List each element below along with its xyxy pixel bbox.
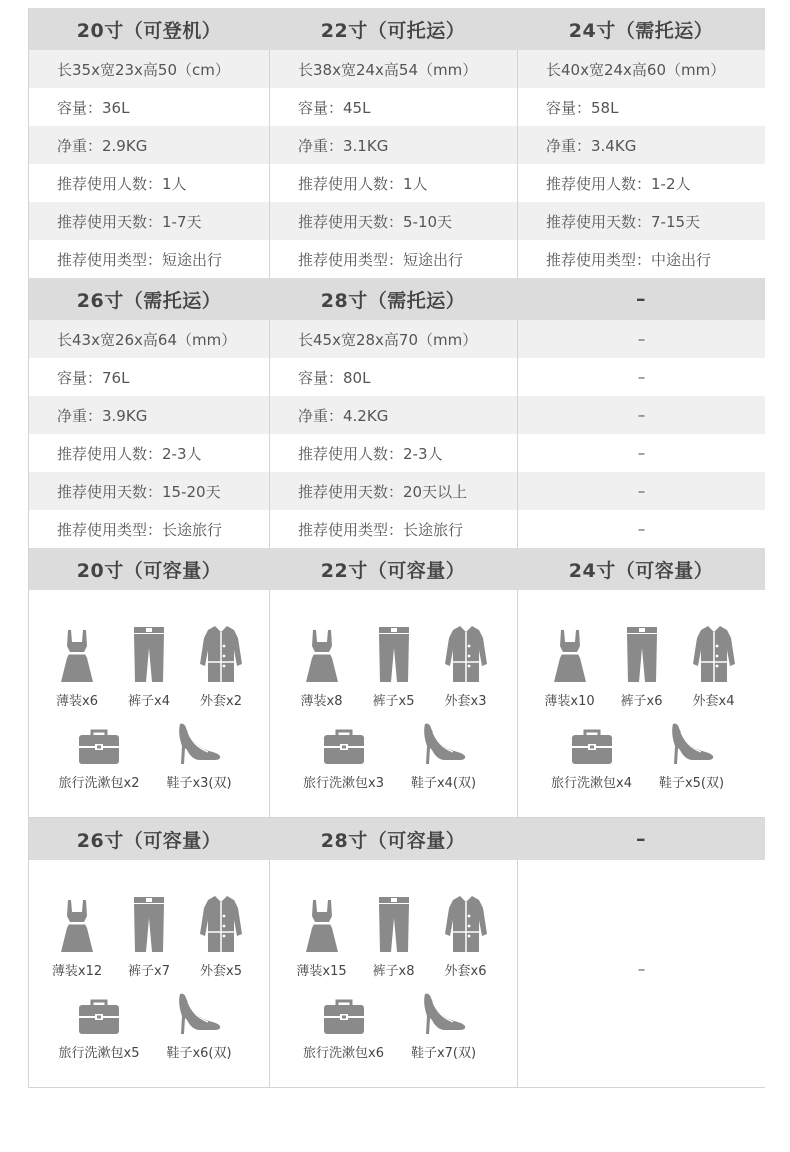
capacity-item <box>430 894 502 979</box>
spec-row <box>29 320 763 358</box>
high-heel-icon <box>669 722 715 766</box>
spec-cell: 推荐使用人数：2-3人 <box>269 434 517 472</box>
spec-row <box>29 240 763 278</box>
capacity-cell <box>29 860 269 1088</box>
dress-icon <box>302 624 342 684</box>
capacity-label: 外套x5 <box>200 964 242 979</box>
capacity-label: 旅行洗漱包x4 <box>551 776 632 791</box>
coat-icon <box>198 624 244 684</box>
high-heel-icon <box>176 722 222 766</box>
spec-cell: 长43x宽26x高64（mm） <box>29 320 269 358</box>
spec-cell: 净重：3.4KG <box>517 126 765 164</box>
capacity-item <box>542 722 642 791</box>
capacity-item <box>642 722 742 791</box>
spec-cell: 推荐使用天数：20天以上 <box>269 472 517 510</box>
dress-icon <box>57 894 97 954</box>
spec-header-1: 20寸（可登机） <box>29 8 269 50</box>
capacity-header-2: 28寸（可容量） <box>269 818 517 860</box>
spec-row <box>29 396 763 434</box>
spec-cell: 净重：3.9KG <box>29 396 269 434</box>
spec-cell: 长38x宽24x高54（mm） <box>269 50 517 88</box>
capacity-item <box>534 624 606 709</box>
spec-cell: 推荐使用天数：5-10天 <box>269 202 517 240</box>
spec-row <box>29 472 763 510</box>
spec-cell: 长45x宽28x高70（mm） <box>269 320 517 358</box>
spec-block-2 <box>28 278 764 548</box>
capacity-label: 裤子x6 <box>620 694 663 709</box>
capacity-label: 薄装x6 <box>56 694 98 709</box>
empty-cell: – <box>517 396 765 434</box>
spec-cell: 推荐使用类型：长途旅行 <box>269 510 517 548</box>
capacity-label: 裤子x8 <box>372 964 415 979</box>
dress-icon <box>302 894 342 954</box>
spec-row <box>29 126 763 164</box>
capacity-item <box>294 992 394 1061</box>
empty-cell: – <box>637 960 646 978</box>
spec-cell: 长35x宽23x高50（cm） <box>29 50 269 88</box>
capacity-item <box>358 624 430 709</box>
capacity-item <box>149 992 249 1061</box>
capacity-cell <box>517 590 765 818</box>
capacity-item <box>394 992 494 1061</box>
toiletry-bag-icon <box>77 722 121 766</box>
spec-header-3: 24寸（需托运） <box>517 8 765 50</box>
capacity-item <box>49 722 149 791</box>
spec-row <box>29 164 763 202</box>
spec-cell: 推荐使用类型：短途出行 <box>29 240 269 278</box>
capacity-item <box>149 722 249 791</box>
capacity-label: 旅行洗漱包x6 <box>303 1046 384 1061</box>
capacity-label: 薄装x8 <box>300 694 343 709</box>
empty-cell: – <box>517 472 765 510</box>
capacity-cell <box>517 860 765 1088</box>
luggage-spec-table <box>28 8 764 1088</box>
capacity-block-1 <box>28 548 764 818</box>
capacity-label: 裤子x5 <box>372 694 415 709</box>
capacity-header-1: 26寸（可容量） <box>29 818 269 860</box>
capacity-label: 薄装x12 <box>51 964 103 979</box>
toiletry-bag-icon <box>322 722 366 766</box>
coat-icon <box>198 894 244 954</box>
empty-cell: – <box>517 434 765 472</box>
spec-header-2: 28寸（需托运） <box>269 278 517 320</box>
coat-icon <box>443 624 489 684</box>
capacity-header-2: 22寸（可容量） <box>269 548 517 590</box>
pants-icon <box>131 624 167 684</box>
spec-header-3: – <box>517 278 765 320</box>
dress-icon <box>550 624 590 684</box>
spec-row <box>29 88 763 126</box>
spec-cell: 净重：4.2KG <box>269 396 517 434</box>
spec-header-2: 22寸（可托运） <box>269 8 517 50</box>
spec-row <box>29 510 763 548</box>
capacity-label: 外套x4 <box>692 694 735 709</box>
capacity-label: 旅行洗漱包x2 <box>58 776 140 791</box>
capacity-label: 鞋子x3(双) <box>166 776 232 791</box>
capacity-label: 外套x3 <box>444 694 487 709</box>
spec-row <box>29 202 763 240</box>
dress-icon <box>57 624 97 684</box>
spec-cell: 推荐使用人数：1人 <box>29 164 269 202</box>
capacity-header-1: 20寸（可容量） <box>29 548 269 590</box>
empty-cell: – <box>517 320 765 358</box>
spec-cell: 推荐使用人数：2-3人 <box>29 434 269 472</box>
spec-cell: 推荐使用天数：15-20天 <box>29 472 269 510</box>
capacity-label: 外套x2 <box>200 694 242 709</box>
spec-cell: 推荐使用类型：长途旅行 <box>29 510 269 548</box>
spec-cell: 推荐使用类型：短途出行 <box>269 240 517 278</box>
capacity-item <box>49 992 149 1061</box>
capacity-item <box>41 894 113 979</box>
capacity-label: 薄装x15 <box>296 964 347 979</box>
capacity-item <box>286 624 358 709</box>
capacity-cell <box>29 590 269 818</box>
spec-cell: 容量：58L <box>517 88 765 126</box>
spec-row <box>29 358 763 396</box>
capacity-item <box>606 624 678 709</box>
pants-icon <box>376 894 412 954</box>
capacity-label: 裤子x4 <box>128 694 170 709</box>
toiletry-bag-icon <box>77 992 121 1036</box>
pants-icon <box>131 894 167 954</box>
capacity-label: 鞋子x5(双) <box>658 776 725 791</box>
capacity-header-3: – <box>517 818 765 860</box>
capacity-item <box>678 624 750 709</box>
capacity-item <box>358 894 430 979</box>
spec-block-1 <box>28 8 764 278</box>
spec-cell: 容量：36L <box>29 88 269 126</box>
capacity-item <box>286 894 358 979</box>
spec-cell: 净重：3.1KG <box>269 126 517 164</box>
coat-icon <box>691 624 737 684</box>
spec-cell: 净重：2.9KG <box>29 126 269 164</box>
coat-icon <box>443 894 489 954</box>
high-heel-icon <box>176 992 222 1036</box>
spec-cell: 容量：80L <box>269 358 517 396</box>
capacity-item <box>113 624 185 709</box>
spec-cell: 推荐使用人数：1人 <box>269 164 517 202</box>
capacity-header-3: 24寸（可容量） <box>517 548 765 590</box>
spec-cell: 推荐使用天数：1-7天 <box>29 202 269 240</box>
capacity-item <box>185 624 257 709</box>
capacity-label: 外套x6 <box>444 964 487 979</box>
toiletry-bag-icon <box>570 722 614 766</box>
empty-cell: – <box>517 358 765 396</box>
capacity-cell <box>269 590 517 818</box>
spec-cell: 推荐使用天数：7-15天 <box>517 202 765 240</box>
spec-cell: 推荐使用类型：中途出行 <box>517 240 765 278</box>
capacity-cell <box>269 860 517 1088</box>
capacity-label: 旅行洗漱包x3 <box>303 776 384 791</box>
capacity-label: 裤子x7 <box>128 964 170 979</box>
spec-cell: 容量：76L <box>29 358 269 396</box>
high-heel-icon <box>421 992 467 1036</box>
spec-header-1: 26寸（需托运） <box>29 278 269 320</box>
spec-cell: 推荐使用人数：1-2人 <box>517 164 765 202</box>
toiletry-bag-icon <box>322 992 366 1036</box>
pants-icon <box>376 624 412 684</box>
high-heel-icon <box>421 722 467 766</box>
spec-cell: 容量：45L <box>269 88 517 126</box>
capacity-item <box>185 894 257 979</box>
capacity-label: 鞋子x4(双) <box>410 776 477 791</box>
capacity-item <box>41 624 113 709</box>
capacity-item <box>430 624 502 709</box>
capacity-label: 旅行洗漱包x5 <box>58 1046 140 1061</box>
capacity-item <box>294 722 394 791</box>
capacity-item <box>113 894 185 979</box>
empty-cell: – <box>517 510 765 548</box>
spec-row <box>29 50 763 88</box>
capacity-label: 鞋子x6(双) <box>166 1046 232 1061</box>
spec-row <box>29 434 763 472</box>
capacity-label: 鞋子x7(双) <box>410 1046 477 1061</box>
pants-icon <box>624 624 660 684</box>
capacity-block-2 <box>28 818 764 1088</box>
capacity-item <box>394 722 494 791</box>
capacity-label: 薄装x10 <box>544 694 595 709</box>
spec-cell: 长40x宽24x高60（mm） <box>517 50 765 88</box>
